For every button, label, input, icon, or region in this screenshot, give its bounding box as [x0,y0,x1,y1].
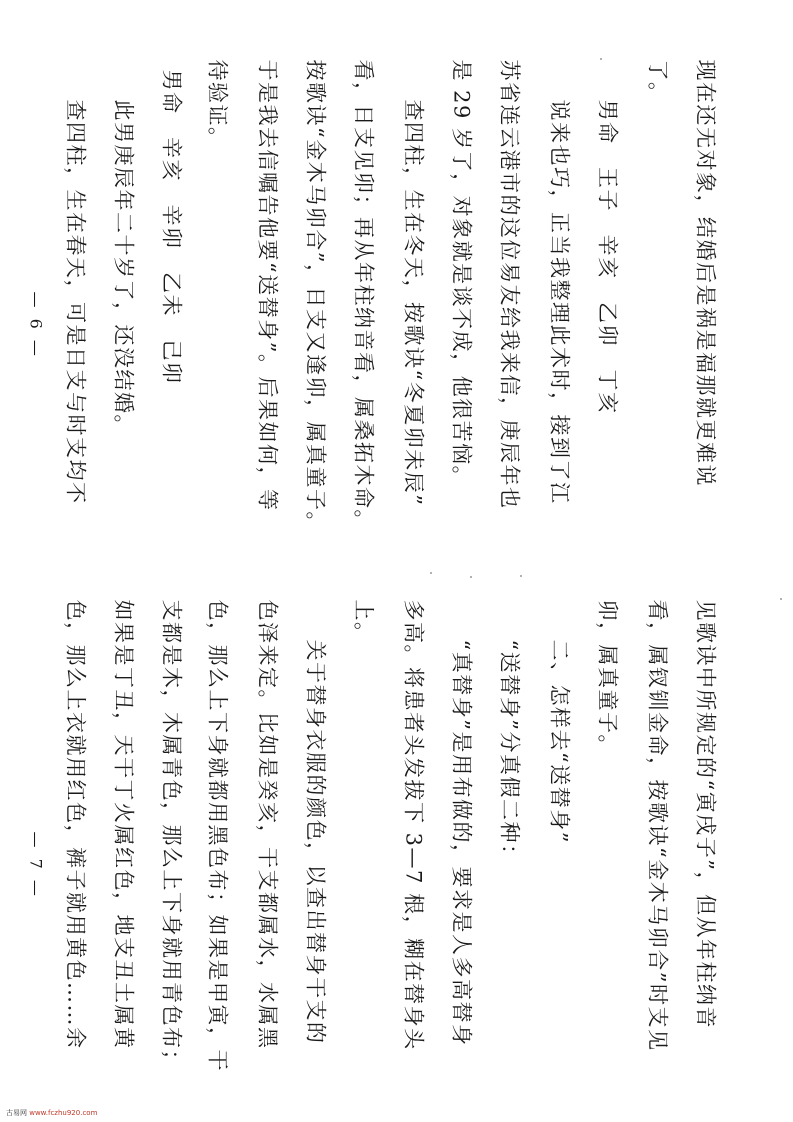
text-line: 是 29 岁了，对象就是谈不成，他很苦恼。 [449,59,474,489]
text-line: “送替身”分真假二种： [497,639,522,867]
text-line: 查四柱，生在冬天，按歌诀“冬夏卯未辰” [401,99,426,507]
text-line: 看，属钗钏金命，按歌诀“金木马卯合”时支见 [645,599,670,1052]
text-line: 待验证。 [205,59,230,150]
left-page [1,60,793,550]
text-line: 男命 王子 辛亥 乙卯 丁亥 [595,99,620,415]
section-heading: 二、怎样去“送替身” [547,639,572,844]
text-line: 上。 [351,599,376,645]
text-line: 关于替身衣服的颜色，以查出替身干支的 [303,639,328,1045]
text-line: 于是我去信嘱告他要“送替身”。后果如何，等 [255,59,280,512]
scan-speck [600,58,602,60]
site-url: www.fczhu920.com [29,1109,98,1117]
text-line: 了。 [645,59,670,105]
text-line: 色，那么上下身就都用黑色布；如果是甲寅，干 [205,599,230,1072]
text-line: 见歌诀中所规定的“寅戌子”，但从年柱纳音 [693,599,718,1029]
text-line: 苏省连云港市的这位易友给我来信，庚辰年也 [497,59,522,510]
right-page [1,600,793,1080]
text-line: 色泽来定。比如是癸亥，干支都属水，水属黑 [255,599,280,1050]
book-spread [1,0,793,1122]
text-line: 说来也巧，正当我整理此术时，接到了江 [547,99,572,505]
text-line: 卯，属真童子。 [595,599,620,757]
text-line: “真替身”是用布做的，要求是人多高替身 [449,639,474,1047]
text-line: 看，日支见卯；再从年柱纳音看，属桑拓木命。 [351,59,376,532]
text-line: 查四柱，生在春天，可是日支与时支均不 [63,99,88,505]
page-number: — 7 — [26,831,46,899]
scan-speck [470,576,472,578]
scan-speck [780,598,782,600]
scan-speck [520,575,522,577]
scan-speck [430,572,432,574]
text-line: 男命 辛亥 辛卯 乙未 己卯 [159,69,184,385]
text-line: 多高。将患者头发拔下 3—7 根，糊在替身头 [401,599,426,1051]
text-line: 支都是木，木属青色，那么上下身就用青色布； [159,599,184,1072]
text-line: 色，那么上衣就用红色，裤子就用黄色……余 [63,599,88,1050]
site-name: 古易网 [6,1109,27,1117]
text-line: 按歌诀“金木马卯合”，日支又逢卯，属真童子。 [303,59,328,534]
text-line: 现在还无对象，结婚后是祸是福那就更难说 [693,59,718,487]
text-line: 如果是丁丑，天干丁火属红色，地支丑土属黄 [111,599,136,1050]
site-watermark [6,1108,97,1118]
text-line: 此男庚辰年二十岁了，还没结婚。 [111,99,136,437]
page-number: — 6 — [26,291,46,359]
